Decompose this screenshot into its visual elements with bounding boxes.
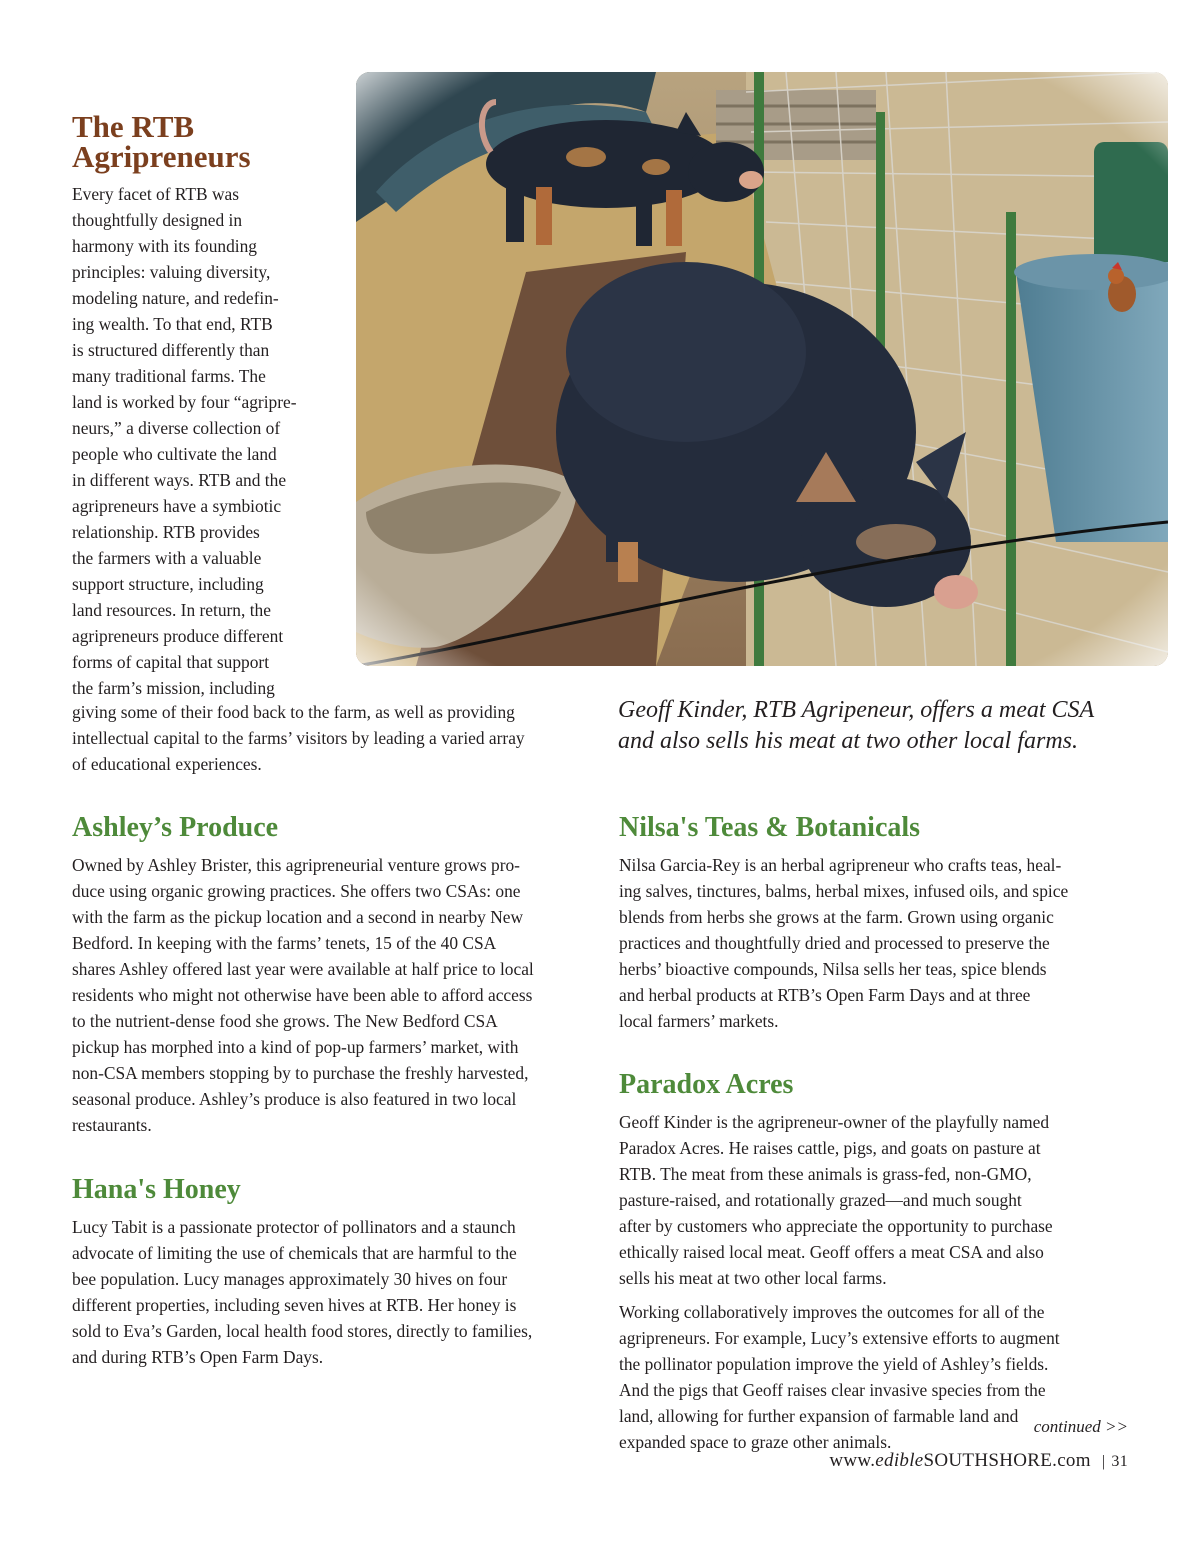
text-line: Lucy Tabit is a passionate protector of pollinators and a staunch	[72, 1217, 516, 1237]
section-ashleys-produce	[72, 812, 582, 1138]
text-line: pickup has morphed into a kind of pop-up farmers’ market, with	[72, 1037, 519, 1057]
intro-body-narrow	[72, 181, 352, 701]
text-line: in different ways. RTB and the	[72, 470, 287, 490]
text-line: advocate of limiting the use of chemicals that are harmful to the	[72, 1243, 517, 1263]
text-line: modeling nature, and redefin-	[72, 288, 279, 308]
text-line: pasture-raised, and rotationally grazed—and much sought	[619, 1190, 1022, 1210]
text-line: support structure, including	[72, 574, 264, 594]
text-line: and during RTB’s Open Farm Days.	[72, 1347, 324, 1367]
text-line: bee population. Lucy manages approximately 30 hives on four	[72, 1269, 508, 1289]
pigs-photo-illustration	[356, 72, 1168, 666]
text-line: Every facet of RTB was	[72, 184, 240, 204]
text-line: sold to Eva’s Garden, local health food stores, directly to families,	[72, 1321, 533, 1341]
footer-separator: |	[1101, 1453, 1106, 1470]
intro-title-line2: Agripreneurs	[72, 139, 251, 174]
footer-url-suffix: .com	[1052, 1450, 1091, 1471]
text-line: after by customers who appreciate the opportunity to purchase	[619, 1216, 1053, 1236]
section-paradox-acres	[619, 1069, 1139, 1455]
page-number: 31	[1111, 1453, 1128, 1470]
text-line: principles: valuing diversity,	[72, 262, 271, 282]
text-line: expanded space to graze other animals.	[619, 1432, 892, 1452]
text-line: residents who might not otherwise have been able to afford access	[72, 985, 533, 1005]
text-line: agripreneurs have a symbiotic	[72, 496, 282, 516]
caption-line1: Geoff Kinder, RTB Agripeneur, offers a meat CSA	[618, 697, 1095, 723]
section-hanas-honey	[72, 1174, 582, 1370]
text-line: And the pigs that Geoff raises clear invasive species from the	[619, 1380, 1046, 1400]
continued-link[interactable]: continued >>	[1033, 1417, 1128, 1436]
section-body	[619, 852, 1139, 1034]
text-line: many traditional farms. The	[72, 366, 266, 386]
text-line: different properties, including seven hives at RTB. Her honey is	[72, 1295, 517, 1315]
text-line: agripreneurs. For example, Lucy’s extensive efforts to augment	[619, 1328, 1060, 1348]
text-line: forms of capital that support	[72, 652, 270, 672]
text-line: land resources. In return, the	[72, 600, 271, 620]
footer-url-caps: SOUTHSHORE	[923, 1450, 1053, 1471]
text-line: practices and thoughtfully dried and processed to preserve the	[619, 933, 1050, 953]
text-line: RTB. The meat from these animals is grass-fed, non-GMO,	[619, 1164, 1032, 1184]
text-line: ing salves, tinctures, balms, herbal mixes, infused oils, and spice	[619, 881, 1069, 901]
text-line: the farmers with a valuable	[72, 548, 262, 568]
text-line: to the nutrient-dense food she grows. The New Bedford CSA	[72, 1011, 498, 1031]
page-footer	[829, 1450, 1128, 1472]
text-line: sells his meat at two other local farms.	[619, 1268, 887, 1288]
text-line: duce using organic growing practices. She offers two CSAs: one	[72, 881, 521, 901]
section-title: Hana's Honey	[72, 1174, 241, 1205]
text-line: land, allowing for further expansion of farmable land and	[619, 1406, 1019, 1426]
text-line: herbs’ bioactive compounds, Nilsa sells her teas, spice blends	[619, 959, 1047, 979]
intro-title-line1: The RTB	[72, 109, 195, 144]
text-line: thoughtfully designed in	[72, 210, 243, 230]
text-line: people who cultivate the land	[72, 444, 277, 464]
text-line: and herbal products at RTB’s Open Farm Days and at three	[619, 985, 1031, 1005]
section-body	[72, 1214, 582, 1370]
text-line: Paradox Acres. He raises cattle, pigs, and goats on pasture at	[619, 1138, 1041, 1158]
intro-body-wide	[72, 699, 572, 777]
text-line: agripreneurs produce different	[72, 626, 284, 646]
text-line: intellectual capital to the farms’ visitors by leading a varied array	[72, 728, 525, 748]
text-line: Bedford. In keeping with the farms’ tenets, 15 of the 40 CSA	[72, 933, 497, 953]
text-line: land is worked by four “agripre-	[72, 392, 297, 412]
text-line: the pollinator population improve the yield of Ashley’s fields.	[619, 1354, 1049, 1374]
text-line: restaurants.	[72, 1115, 152, 1135]
caption-line2: and also sells his meat at two other local farms.	[618, 728, 1079, 754]
pigs-photo	[356, 72, 1168, 666]
text-line: Nilsa Garcia-Rey is an herbal agripreneur who crafts teas, heal-	[619, 855, 1062, 875]
text-line: Working collaboratively improves the outcomes for all of the	[619, 1302, 1045, 1322]
section-title: Ashley’s Produce	[72, 812, 279, 843]
section-nilsas-teas	[619, 812, 1139, 1034]
text-line: Owned by Ashley Brister, this agripreneurial venture grows pro-	[72, 855, 520, 875]
photo-caption	[618, 695, 1158, 757]
text-line: ethically raised local meat. Geoff offers a meat CSA and also	[619, 1242, 1044, 1262]
text-line: seasonal produce. Ashley’s produce is also featured in two local	[72, 1089, 517, 1109]
text-line: local farmers’ markets.	[619, 1011, 779, 1031]
text-line: non-CSA members stopping by to purchase the freshly harvested,	[72, 1063, 529, 1083]
footer-url-italic: edible	[875, 1450, 924, 1471]
intro-heading	[72, 109, 251, 174]
text-line: harmony with its founding	[72, 236, 258, 256]
text-line: relationship. RTB provides	[72, 522, 260, 542]
text-line: neurs,” a diverse collection of	[72, 418, 281, 438]
text-line: ing wealth. To that end, RTB	[72, 314, 273, 334]
text-line: Geoff Kinder is the agripreneur-owner of the playfully named	[619, 1112, 1050, 1132]
section-body	[72, 852, 582, 1138]
footer-url-prefix: www.	[829, 1450, 876, 1471]
text-line: is structured differently than	[72, 340, 270, 360]
section-body-1	[619, 1109, 1139, 1291]
text-line: with the farm as the pickup location and a second in nearby New	[72, 907, 524, 927]
text-line: shares Ashley offered last year were available at half price to local	[72, 959, 534, 979]
text-line: giving some of their food back to the farm, as well as providing	[72, 702, 515, 722]
section-title: Nilsa's Teas & Botanicals	[619, 812, 921, 843]
text-line: the farm’s mission, including	[72, 678, 275, 698]
text-line: of educational experiences.	[72, 754, 262, 774]
section-title: Paradox Acres	[619, 1069, 794, 1100]
text-line: blends from herbs she grows at the farm. Grown using organic	[619, 907, 1054, 927]
